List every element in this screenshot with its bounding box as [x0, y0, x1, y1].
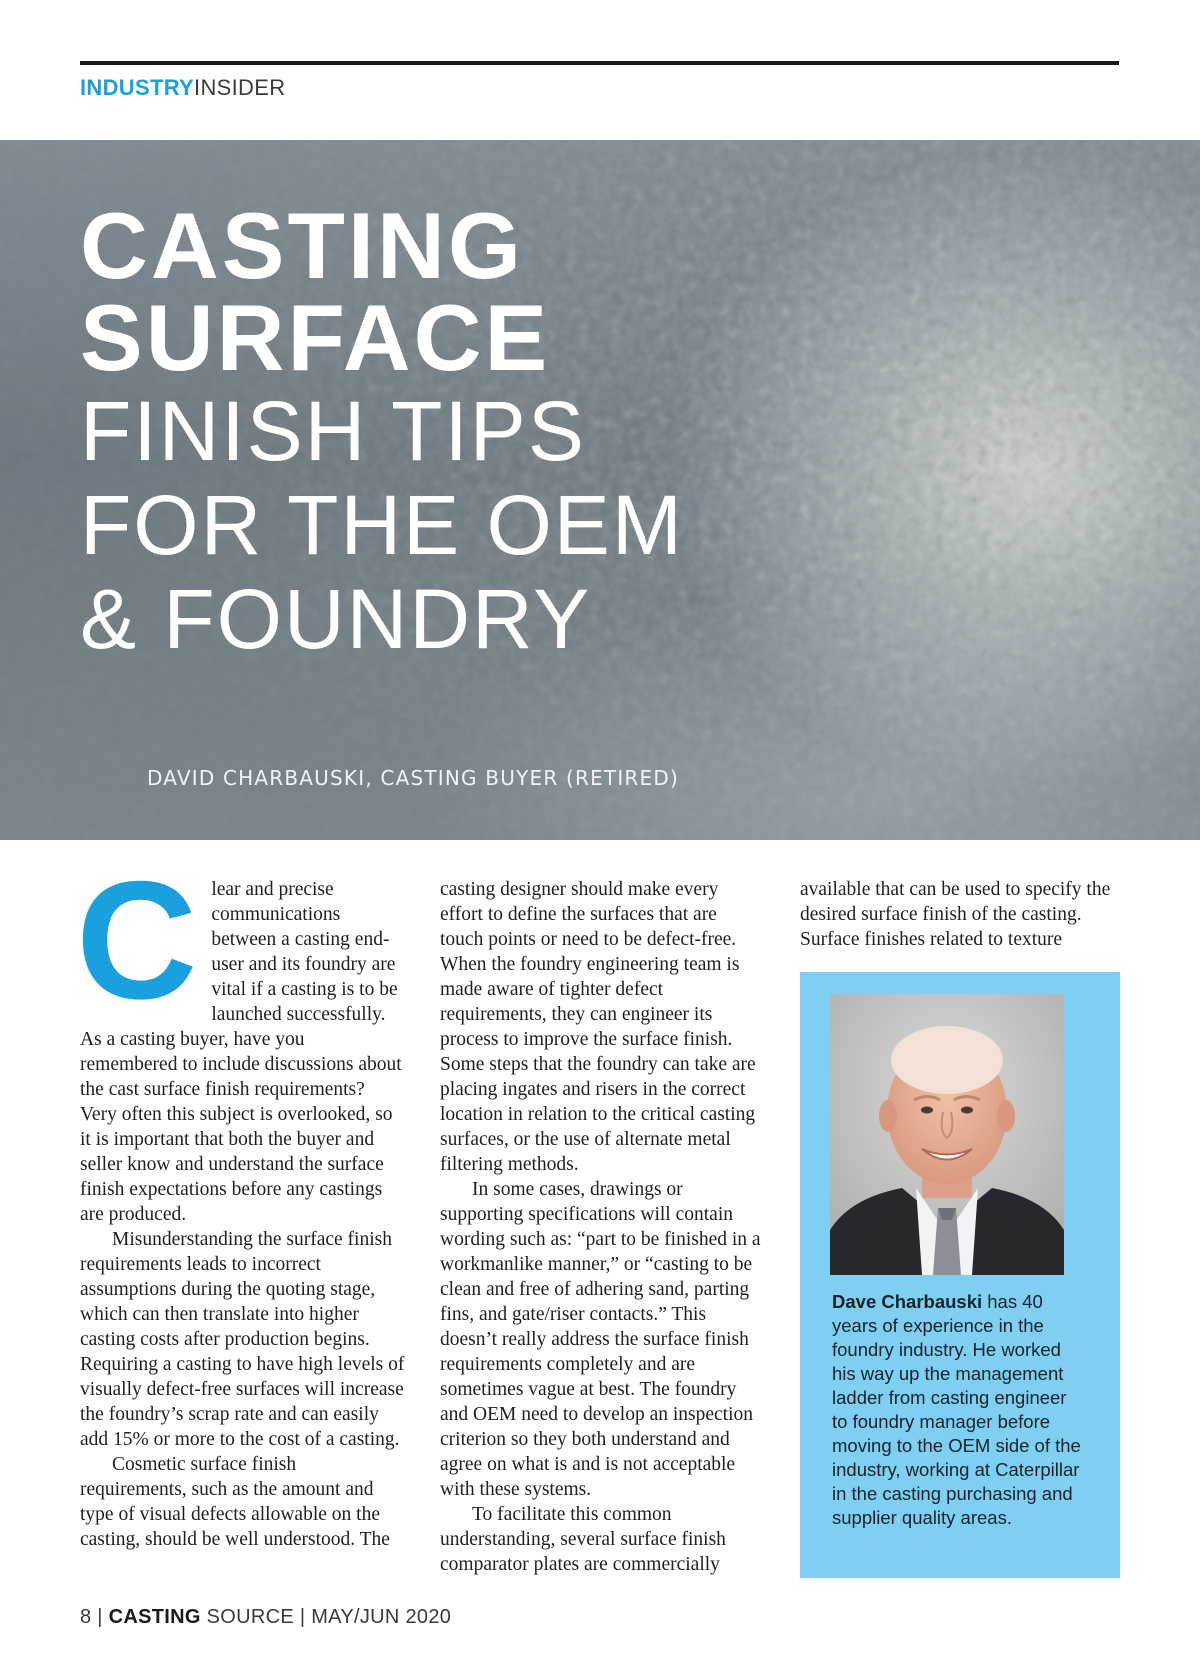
- paragraph: available that can be used to specify the desired surface finish of the casting. Surface finishes related to texture: [800, 879, 1111, 950]
- magazine-name-light: SOURCE: [200, 1606, 294, 1628]
- paragraph: Cosmetic surface finish requirements, such as the amount and type of visual defects allowable on the casting, should be well understood. The: [80, 1454, 390, 1550]
- headline-light-line-1: FINISH TIPS: [80, 384, 586, 478]
- section-label-bold: INDUSTRY: [80, 75, 195, 100]
- author-bio-text: [832, 1290, 1082, 1530]
- paragraph: Misunderstanding the surface finish requirements leads to incorrect assumptions during the quoting stage, which can then translate into higher casting costs after production begins. Requiring a casting to have high levels of visually defect-free surfaces will increase the foundry’s scrap rate and can easily add 15% or more to the cost of a casting.: [80, 1229, 405, 1450]
- page-number: 8: [80, 1606, 92, 1628]
- hero-banner: [0, 140, 1200, 840]
- paragraph: In some cases, drawings or supporting specifications will contain wording such as: “part to be finished in a workmanlike manner,” or “casting to be clean and free of adhering sand, parting fins, and gate/riser contacts.” This doesn’t really address the surface finish requirements completely and are sometimes vague at best. The foundry and OEM need to develop an inspection criterion so they both understand and agree on what is and is not acceptable with these systems.: [440, 1179, 761, 1500]
- author-name: Dave Charbauski: [832, 1291, 983, 1312]
- headline-light-line-3: & FOUNDRY: [80, 572, 592, 666]
- page-footer: [80, 1606, 451, 1629]
- author-bio-body: has 40 years of experience in the foundry industry. He worked his way up the management ladder from casting engineer to foundry manager before moving to the OEM side of the industry, working at Caterpillar in the casting purchasing and supplier quality areas.: [832, 1291, 1081, 1528]
- footer-separator: |: [294, 1606, 312, 1628]
- paragraph: casting designer should make every effort to define the surfaces that are touch points or need to be defect-free. When the foundry engineering team is made aware of tighter defect requirements, they can engineer its process to improve the surface finish. Some steps that the foundry can take are placing ingates and risers in the correct location in relation to the critical casting surfaces, or the use of alternate metal filtering methods.: [440, 879, 756, 1175]
- paragraph: To facilitate this common understanding, several surface finish comparator plates are commercially: [440, 1504, 726, 1575]
- article-column-3: [800, 877, 1120, 952]
- footer-separator: |: [91, 1606, 109, 1628]
- headline: [80, 193, 684, 666]
- paragraph: lear and precise communications between a casting end-user and its foundry are vital if a casting is to be launched successfully. As a casting buyer, have you remembered to include discussions about the cast surface finish requirements? Very often this subject is overlooked, so it is important that both the buyer and seller know and understand the surface finish expectations before any castings are produced.: [80, 879, 402, 1225]
- byline: DAVID CHARBAUSKI, CASTING BUYER (RETIRED): [147, 766, 679, 790]
- article-column-1: [76, 846, 405, 1552]
- article-column-2: [440, 877, 765, 1577]
- top-rule: [80, 61, 1119, 65]
- drop-cap: C: [76, 846, 198, 1034]
- headline-light-line-2: FOR THE OEM: [80, 478, 684, 572]
- author-portrait: [830, 994, 1064, 1275]
- author-portrait-illustration: [830, 994, 1064, 1275]
- headline-bold-line-1: CASTING: [80, 193, 524, 298]
- section-label: [80, 74, 285, 102]
- headline-bold-line-2: SURFACE: [80, 285, 551, 390]
- magazine-name-bold: CASTING: [108, 1606, 201, 1628]
- section-label-light: INSIDER: [194, 75, 286, 100]
- issue-date: MAY/JUN 2020: [311, 1606, 452, 1628]
- author-bio-box: [800, 972, 1120, 1578]
